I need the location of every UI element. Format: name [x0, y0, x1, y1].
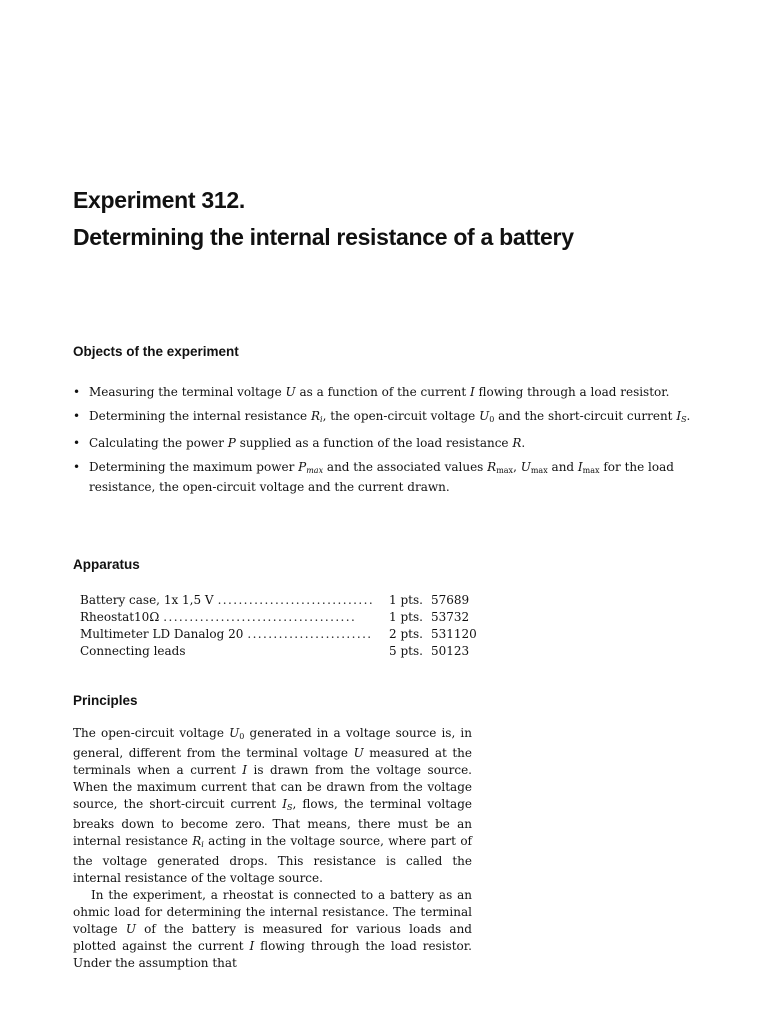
apparatus-quantity: 5 pts. — [389, 644, 423, 658]
math-symbol: I — [242, 763, 247, 777]
page-title — [73, 182, 574, 256]
apparatus-name: Battery case, 1x 1,5 V — [80, 593, 214, 607]
math-symbol: I — [676, 409, 682, 423]
apparatus-name: Rheostat10Ω — [80, 610, 160, 624]
apparatus-name: Multimeter LD Danalog 20 — [80, 627, 244, 641]
subscript: S — [681, 415, 687, 424]
math-symbol: U — [229, 726, 240, 740]
apparatus-catalog-number: 57689 — [431, 593, 470, 607]
principles-paragraph: In the experiment, a rheostat is connected to a battery as an ohmic load for determining the internal resistance. The terminal voltage U of the battery is measured for various loads and plotted against the current I flowing through the load resistor. Under the assumption that — [73, 888, 472, 970]
math-symbol: U — [125, 922, 136, 936]
title-line-1: Experiment 312. — [73, 187, 245, 213]
math-symbol: I — [577, 460, 583, 474]
bullet-icon: • — [73, 409, 81, 423]
subscript: S — [286, 803, 293, 812]
bullet-icon: • — [73, 460, 81, 474]
math-symbol: U — [479, 409, 490, 423]
apparatus-name: Connecting leads — [80, 644, 186, 658]
apparatus-row — [80, 609, 500, 626]
bullet-icon: • — [73, 436, 81, 450]
math-symbol: R — [192, 834, 202, 848]
apparatus-quantity: 2 pts. — [389, 627, 423, 641]
math-symbol: R — [487, 460, 497, 474]
dot-leader: .............................. — [217, 593, 375, 607]
dot-leader: ..................................... — [163, 610, 357, 624]
math-symbol: U — [353, 746, 364, 760]
apparatus-catalog-number: 53732 — [431, 610, 470, 624]
dot-leader: ........................ — [247, 627, 373, 641]
apparatus-row — [80, 592, 500, 609]
apparatus-catalog-number: 531120 — [431, 627, 477, 641]
math-symbol: I — [469, 385, 475, 399]
subscript: 0 — [489, 415, 495, 424]
objective-item: • Determining the internal resistance $R_i$, the open-circuit voltage $U_0$ and the short-circuit current $I_S$. — [73, 409, 691, 424]
subscript: max — [496, 466, 514, 475]
subscript: max — [582, 466, 600, 475]
apparatus-quantity: 1 pts. — [389, 610, 423, 624]
apparatus-list — [80, 592, 500, 660]
math-symbol: P — [298, 460, 307, 474]
objective-item: • Calculating the power P supplied as a function of the load resistance R. — [73, 436, 526, 450]
math-symbol: P — [227, 436, 236, 450]
subscript: max — [530, 466, 548, 475]
math-symbol: I — [249, 939, 255, 953]
principles-text — [73, 725, 472, 972]
apparatus-heading: Apparatus — [73, 557, 140, 572]
objects-list — [73, 384, 713, 503]
math-symbol: U — [520, 460, 531, 474]
title-line-2: Determining the internal resistance of a battery — [73, 224, 574, 250]
objective-item: • Determining the maximum power $P_{max}$ and the associated values $R_{max}$, $U_{max}$ and $I_{max}$ for the load resistance, the open-circuit voltage and the current drawn. — [73, 460, 674, 494]
principles-paragraph: The open-circuit voltage $U_0$ generated in a voltage source is, in general, different from the terminal voltage U measured at the terminals when a current I is drawn from the voltage source. When the maximum current that can be drawn from the voltage source, the short-circuit current $I_S$, flows, the terminal voltage breaks down to become zero. That means, there must be an internal resistance $R_i$ acting in the voltage source, where part of the voltage generated drops. This resistance is called the internal resistance of the voltage source. — [73, 726, 472, 885]
subscript: max — [306, 466, 324, 475]
bullet-icon: • — [73, 385, 81, 399]
apparatus-catalog-number: 50123 — [431, 644, 470, 658]
subscript: i — [320, 415, 323, 424]
apparatus-row — [80, 643, 500, 660]
subscript: i — [201, 840, 204, 849]
principles-heading: Principles — [73, 693, 138, 708]
objective-item: • Measuring the terminal voltage U as a function of the current I flowing through a load resistor. — [73, 385, 670, 399]
math-symbol: U — [285, 385, 296, 399]
subscript: 0 — [239, 732, 245, 741]
math-symbol: R — [310, 409, 320, 423]
apparatus-quantity: 1 pts. — [389, 593, 423, 607]
objects-heading: Objects of the experiment — [73, 344, 239, 359]
math-symbol: I — [282, 797, 287, 811]
math-symbol: R — [512, 436, 522, 450]
apparatus-row — [80, 626, 500, 643]
